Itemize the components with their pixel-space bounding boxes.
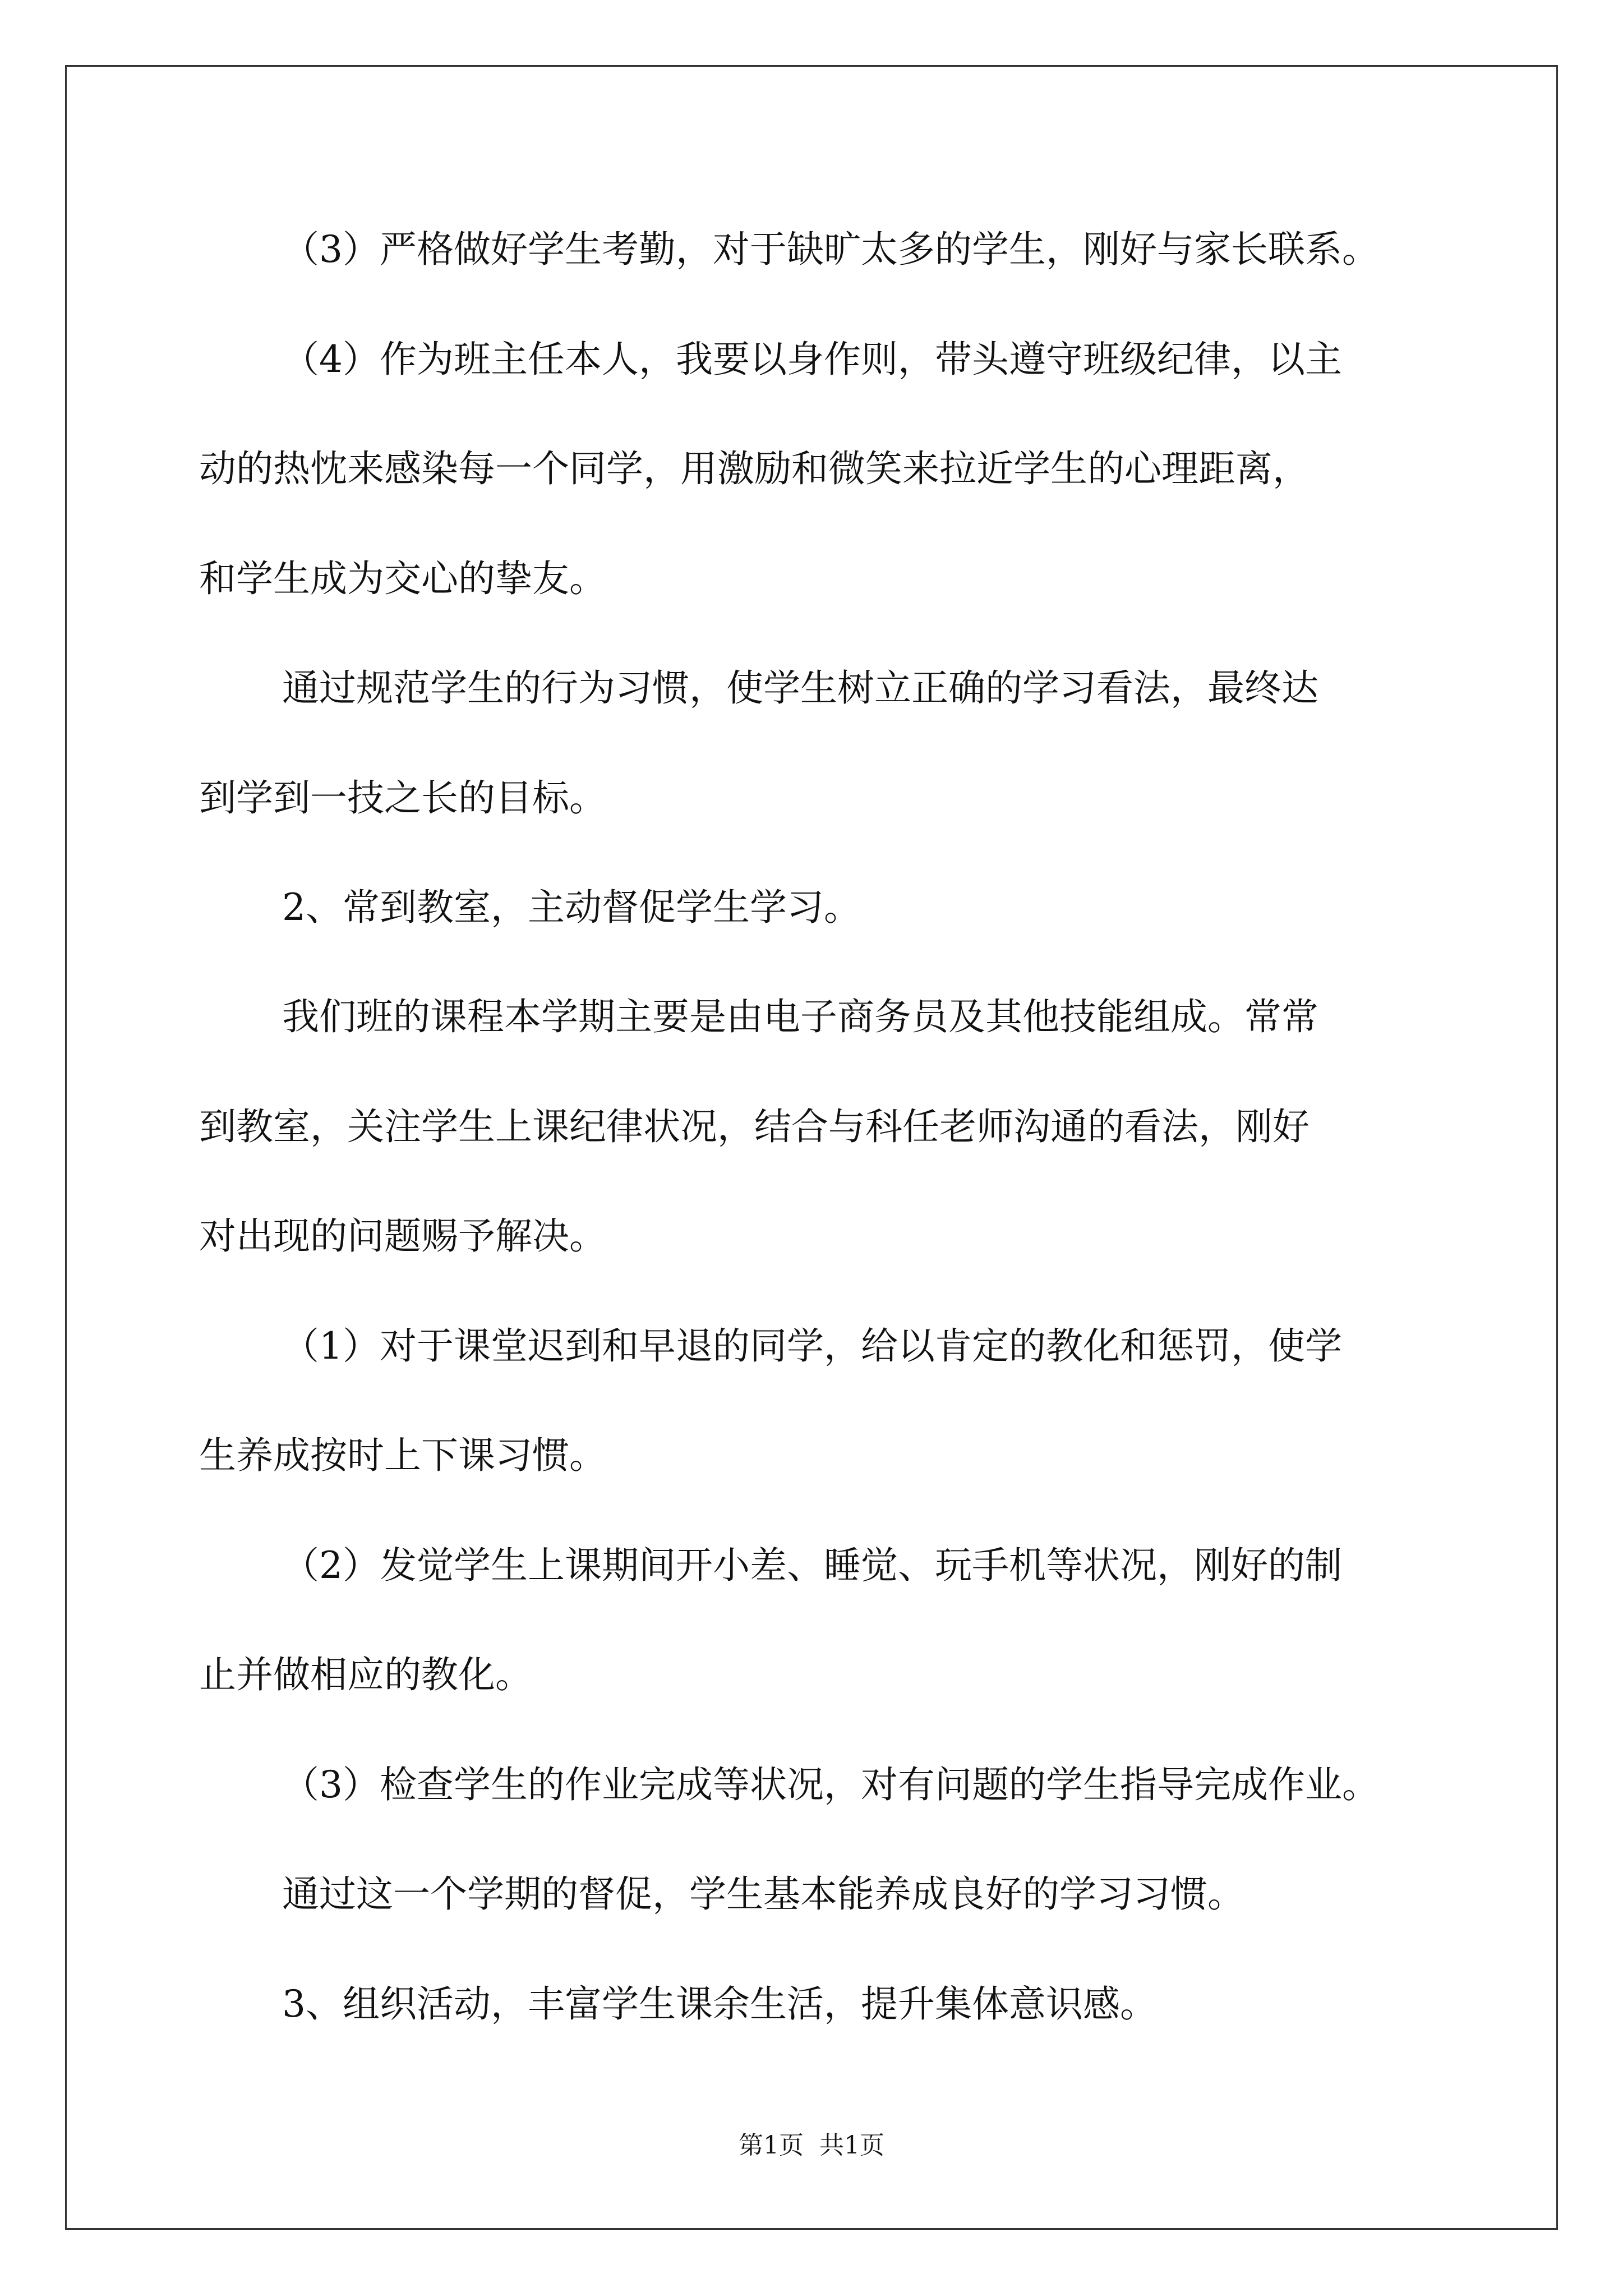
- page-footer: [0, 2129, 1623, 2162]
- page-number: 第1页: [739, 2131, 804, 2160]
- paragraph-line: 通过这一个学期的督促，学生基本能养成良好的学习习惯。: [282, 1872, 1244, 1916]
- section-heading: 3、组织活动，丰富学生课余生活，提升集体意识感。: [282, 1982, 1157, 2026]
- section-heading: 2、常到教室，主动督促学生学习。: [282, 886, 861, 929]
- paragraph-line: （2）发觉学生上课期间开小差、睡觉、玩手机等状况，刚好的制: [282, 1544, 1342, 1587]
- paragraph-line: 到教室，关注学生上课纪律状况，结合与科任老师沟通的看法，刚好: [199, 1105, 1310, 1148]
- paragraph-line: 止并做相应的教化。: [199, 1653, 532, 1696]
- paragraph-line: 到学到一技之长的目标。: [199, 776, 606, 820]
- paragraph-line: （3）检查学生的作业完成等状况，对有问题的学生指导完成作业。: [282, 1763, 1379, 1806]
- paragraph-line: （3）严格做好学生考勤，对于缺旷太多的学生，刚好与家长联系。: [282, 228, 1379, 271]
- paragraph-line: 通过规范学生的行为习惯，使学生树立正确的学习看法，最终达: [282, 666, 1318, 710]
- paragraph-line: （4）作为班主任本人，我要以身作则，带头遵守班级纪律，以主: [282, 338, 1342, 381]
- paragraph-line: 对出现的问题赐予解决。: [199, 1214, 606, 1258]
- page-total: 共1页: [819, 2131, 884, 2160]
- paragraph-line: （1）对于课堂迟到和早退的同学，给以肯定的教化和惩罚，使学: [282, 1324, 1342, 1368]
- paragraph-line: 生养成按时上下课习惯。: [199, 1434, 606, 1477]
- paragraph-line: 动的热忱来感染每一个同学，用激励和微笑来拉近学生的心理距离，: [199, 447, 1310, 490]
- paragraph-line: 我们班的课程本学期主要是由电子商务员及其他技能组成。常常: [282, 995, 1318, 1038]
- paragraph-line: 和学生成为交心的挚友。: [199, 557, 606, 600]
